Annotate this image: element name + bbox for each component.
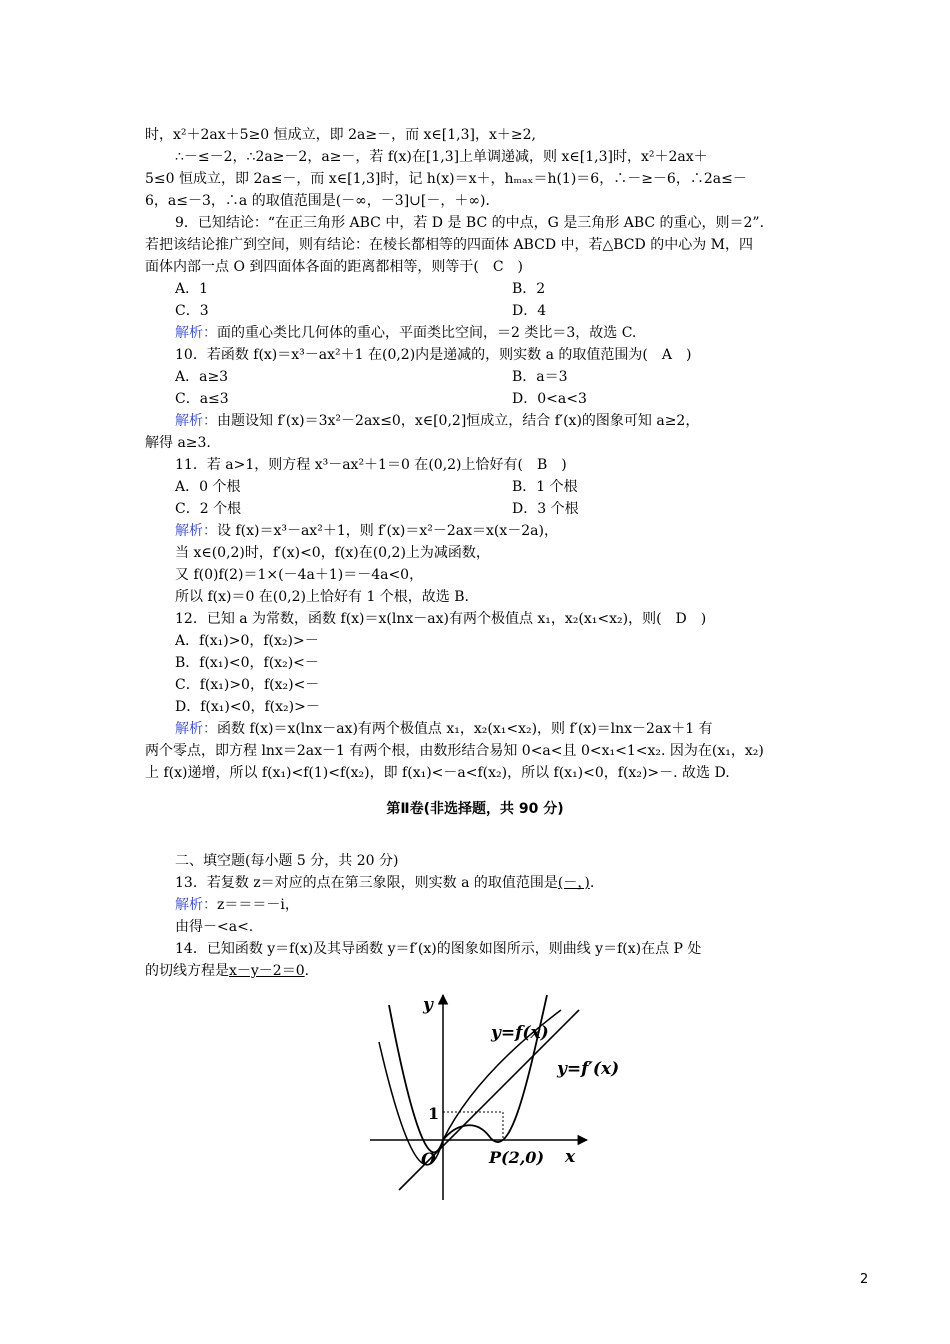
question-10-solution: 解得 a≥3. xyxy=(145,435,211,451)
stem-end: . xyxy=(304,963,310,979)
question-11-stem: 11．若 a>1，则方程 x³－ax²＋1＝0 在(0,2)上恰好有( B ) xyxy=(175,457,567,473)
label-y-equals-f-prime: y=f′(x) xyxy=(557,1059,620,1079)
page-number: 2 xyxy=(860,1272,869,1287)
curve-f xyxy=(389,995,547,1152)
part-heading: 二、填空题(每小题 5 分，共 20 分) xyxy=(175,853,399,869)
question-12-solution: 两个零点，即方程 lnx＝2ax－1 有两个根，由数形结合易知 0<a<且 0<x₁<1<x₂. 因为在(x₁，x₂) xyxy=(145,743,764,759)
text-line: ∴－≤－2，∴2a≥－2，a≥－，若 f(x)在[1,3]上单调递减，则 x∈[1,3]时，x²＋2ax＋ xyxy=(175,149,708,165)
text-line: 6，a≤－3，∴a 的取值范围是(－∞，－3]∪[－，＋∞)． xyxy=(145,193,500,209)
answer-blank: (－，) xyxy=(557,875,590,891)
question-11-options-row xyxy=(175,476,810,498)
solution-label: 解析： xyxy=(175,721,217,737)
option-a: A．1 xyxy=(175,281,209,297)
option-d: D．4 xyxy=(512,303,547,319)
text-line: 5≤0 恒成立，即 2a≤－，而 x∈[1,3]时，记 h(x)＝x＋，hₘₐₓ＝h(1)＝6，∴－≥－6，∴2a≤－ xyxy=(145,171,747,187)
option-a: A．a≥3 xyxy=(175,369,229,385)
option-c: C．f(x₁)>0，f(x₂)<－ xyxy=(175,677,320,693)
solution-label: 解析： xyxy=(175,413,217,429)
solution-text: 设 f(x)＝x³－ax²＋1，则 f′(x)＝x²－2ax＝x(x－2a)， xyxy=(217,523,558,539)
label-y-equals-f: y=f(x) xyxy=(491,1023,549,1043)
question-13-stem xyxy=(175,872,810,894)
question-9-stem: 若把该结论推广到空间，则有结论：在棱长都相等的四面体 ABCD 中，若△BCD 的中心为 M，四 xyxy=(145,237,753,253)
option-b: B．2 xyxy=(512,281,546,297)
solution-label: 解析： xyxy=(175,325,217,341)
question-12-solution: 上 f(x)递增，所以 f(x₁)<f(1)<f(x₂)，即 f(x₁)<－a<f(x₂)，所以 f(x₁)<0，f(x₂)>－. 故选 D. xyxy=(145,765,730,781)
y-axis-label: y xyxy=(423,995,433,1015)
tick-label-1: 1 xyxy=(428,1104,440,1123)
question-10-stem: 10．若函数 f(x)＝x³－ax²＋1 在(0,2)内是递减的，则实数 a 的取值范围为( A ) xyxy=(175,347,692,363)
question-14-stem xyxy=(145,960,810,982)
origin-label: O xyxy=(421,1150,436,1170)
question-11-solution: 又 f(0)f(2)＝1×(－4a＋1)＝－4a<0， xyxy=(175,567,424,583)
question-9-options-row xyxy=(175,278,810,300)
option-d: D．f(x₁)<0，f(x₂)>－ xyxy=(175,699,320,715)
question-10-options-row xyxy=(175,388,810,410)
option-b: B．a＝3 xyxy=(512,369,568,385)
question-11-solution: 所以 f(x)＝0 在(0,2)上恰好有 1 个根，故选 B. xyxy=(175,589,469,605)
text-line: 时，x²＋2ax＋5≥0 恒成立，即 2a≥－，而 x∈[1,3]，x＋≥2, xyxy=(145,127,536,143)
question-10-solution xyxy=(175,410,810,432)
answer-blank: x－y－2＝0 xyxy=(229,963,305,979)
stem-text: 的切线方程是 xyxy=(145,963,229,979)
question-12-stem: 12．已知 a 为常数，函数 f(x)＝x(lnx－ax)有两个极值点 x₁，x₂(x₁<x₂)，则( D ) xyxy=(175,611,707,627)
option-a: A．f(x₁)>0，f(x₂)>－ xyxy=(175,633,319,649)
option-a: A．0 个根 xyxy=(175,479,241,495)
section-title: 第Ⅱ卷(非选择题，共 90 分) xyxy=(386,801,564,817)
question-9-solution xyxy=(175,322,810,344)
solution-text: 由题设知 f′(x)＝3x²－2ax≤0，x∈[0,2]恒成立，结合 f′(x)的图象可知 a≥2， xyxy=(217,413,700,429)
question-11-solution xyxy=(175,520,810,542)
option-c: C．2 个根 xyxy=(175,501,242,517)
label-point-p: P(2,0) xyxy=(489,1148,545,1167)
option-c: C．a≤3 xyxy=(175,391,229,407)
solution-text: 函数 f(x)＝x(lnx－ax)有两个极值点 x₁，x₂(x₁<x₂)，则 f′(x)＝lnx－2ax＋1 有 xyxy=(217,721,713,737)
option-d: D．3 个根 xyxy=(512,501,579,517)
solution-text: 面的重心类比几何体的重心，平面类比空间，＝2 类比＝3，故选 C. xyxy=(217,325,637,341)
option-c: C．3 xyxy=(175,303,209,319)
question-9-options-row xyxy=(175,300,810,322)
option-b: B．f(x₁)<0，f(x₂)<－ xyxy=(175,655,319,671)
solution-text: z＝＝＝－i， xyxy=(217,897,299,913)
question-11-options-row xyxy=(175,498,810,520)
stem-end: . xyxy=(589,875,595,891)
x-axis-label: x xyxy=(565,1147,576,1167)
function-graph-figure xyxy=(365,990,625,1205)
solution-label: 解析： xyxy=(175,897,217,913)
stem-text: 13．若复数 z＝对应的点在第三象限，则实数 a 的取值范围是 xyxy=(175,875,558,891)
question-12-solution xyxy=(175,718,810,740)
question-10-options-row xyxy=(175,366,810,388)
question-13-solution: 由得－<a<. xyxy=(175,919,254,935)
question-14-stem: 14．已知函数 y＝f(x)及其导函数 y＝f′(x)的图象如图所示，则曲线 y＝f(x)在点 P 处 xyxy=(175,941,702,957)
question-11-solution: 当 x∈(0,2)时，f′(x)<0，f(x)在(0,2)上为减函数， xyxy=(175,545,490,561)
option-b: B．1 个根 xyxy=(512,479,578,495)
option-d: D．0<a<3 xyxy=(512,391,587,407)
question-13-solution xyxy=(175,894,810,916)
question-9-stem: 面体内部一点 O 到四面体各面的距离都相等，则等于( C ) xyxy=(145,259,524,275)
question-9-stem: 9．已知结论：“在正三角形 ABC 中，若 D 是 BC 的中点，G 是三角形 ABC 的重心，则＝2”． xyxy=(175,215,774,231)
solution-label: 解析： xyxy=(175,523,217,539)
